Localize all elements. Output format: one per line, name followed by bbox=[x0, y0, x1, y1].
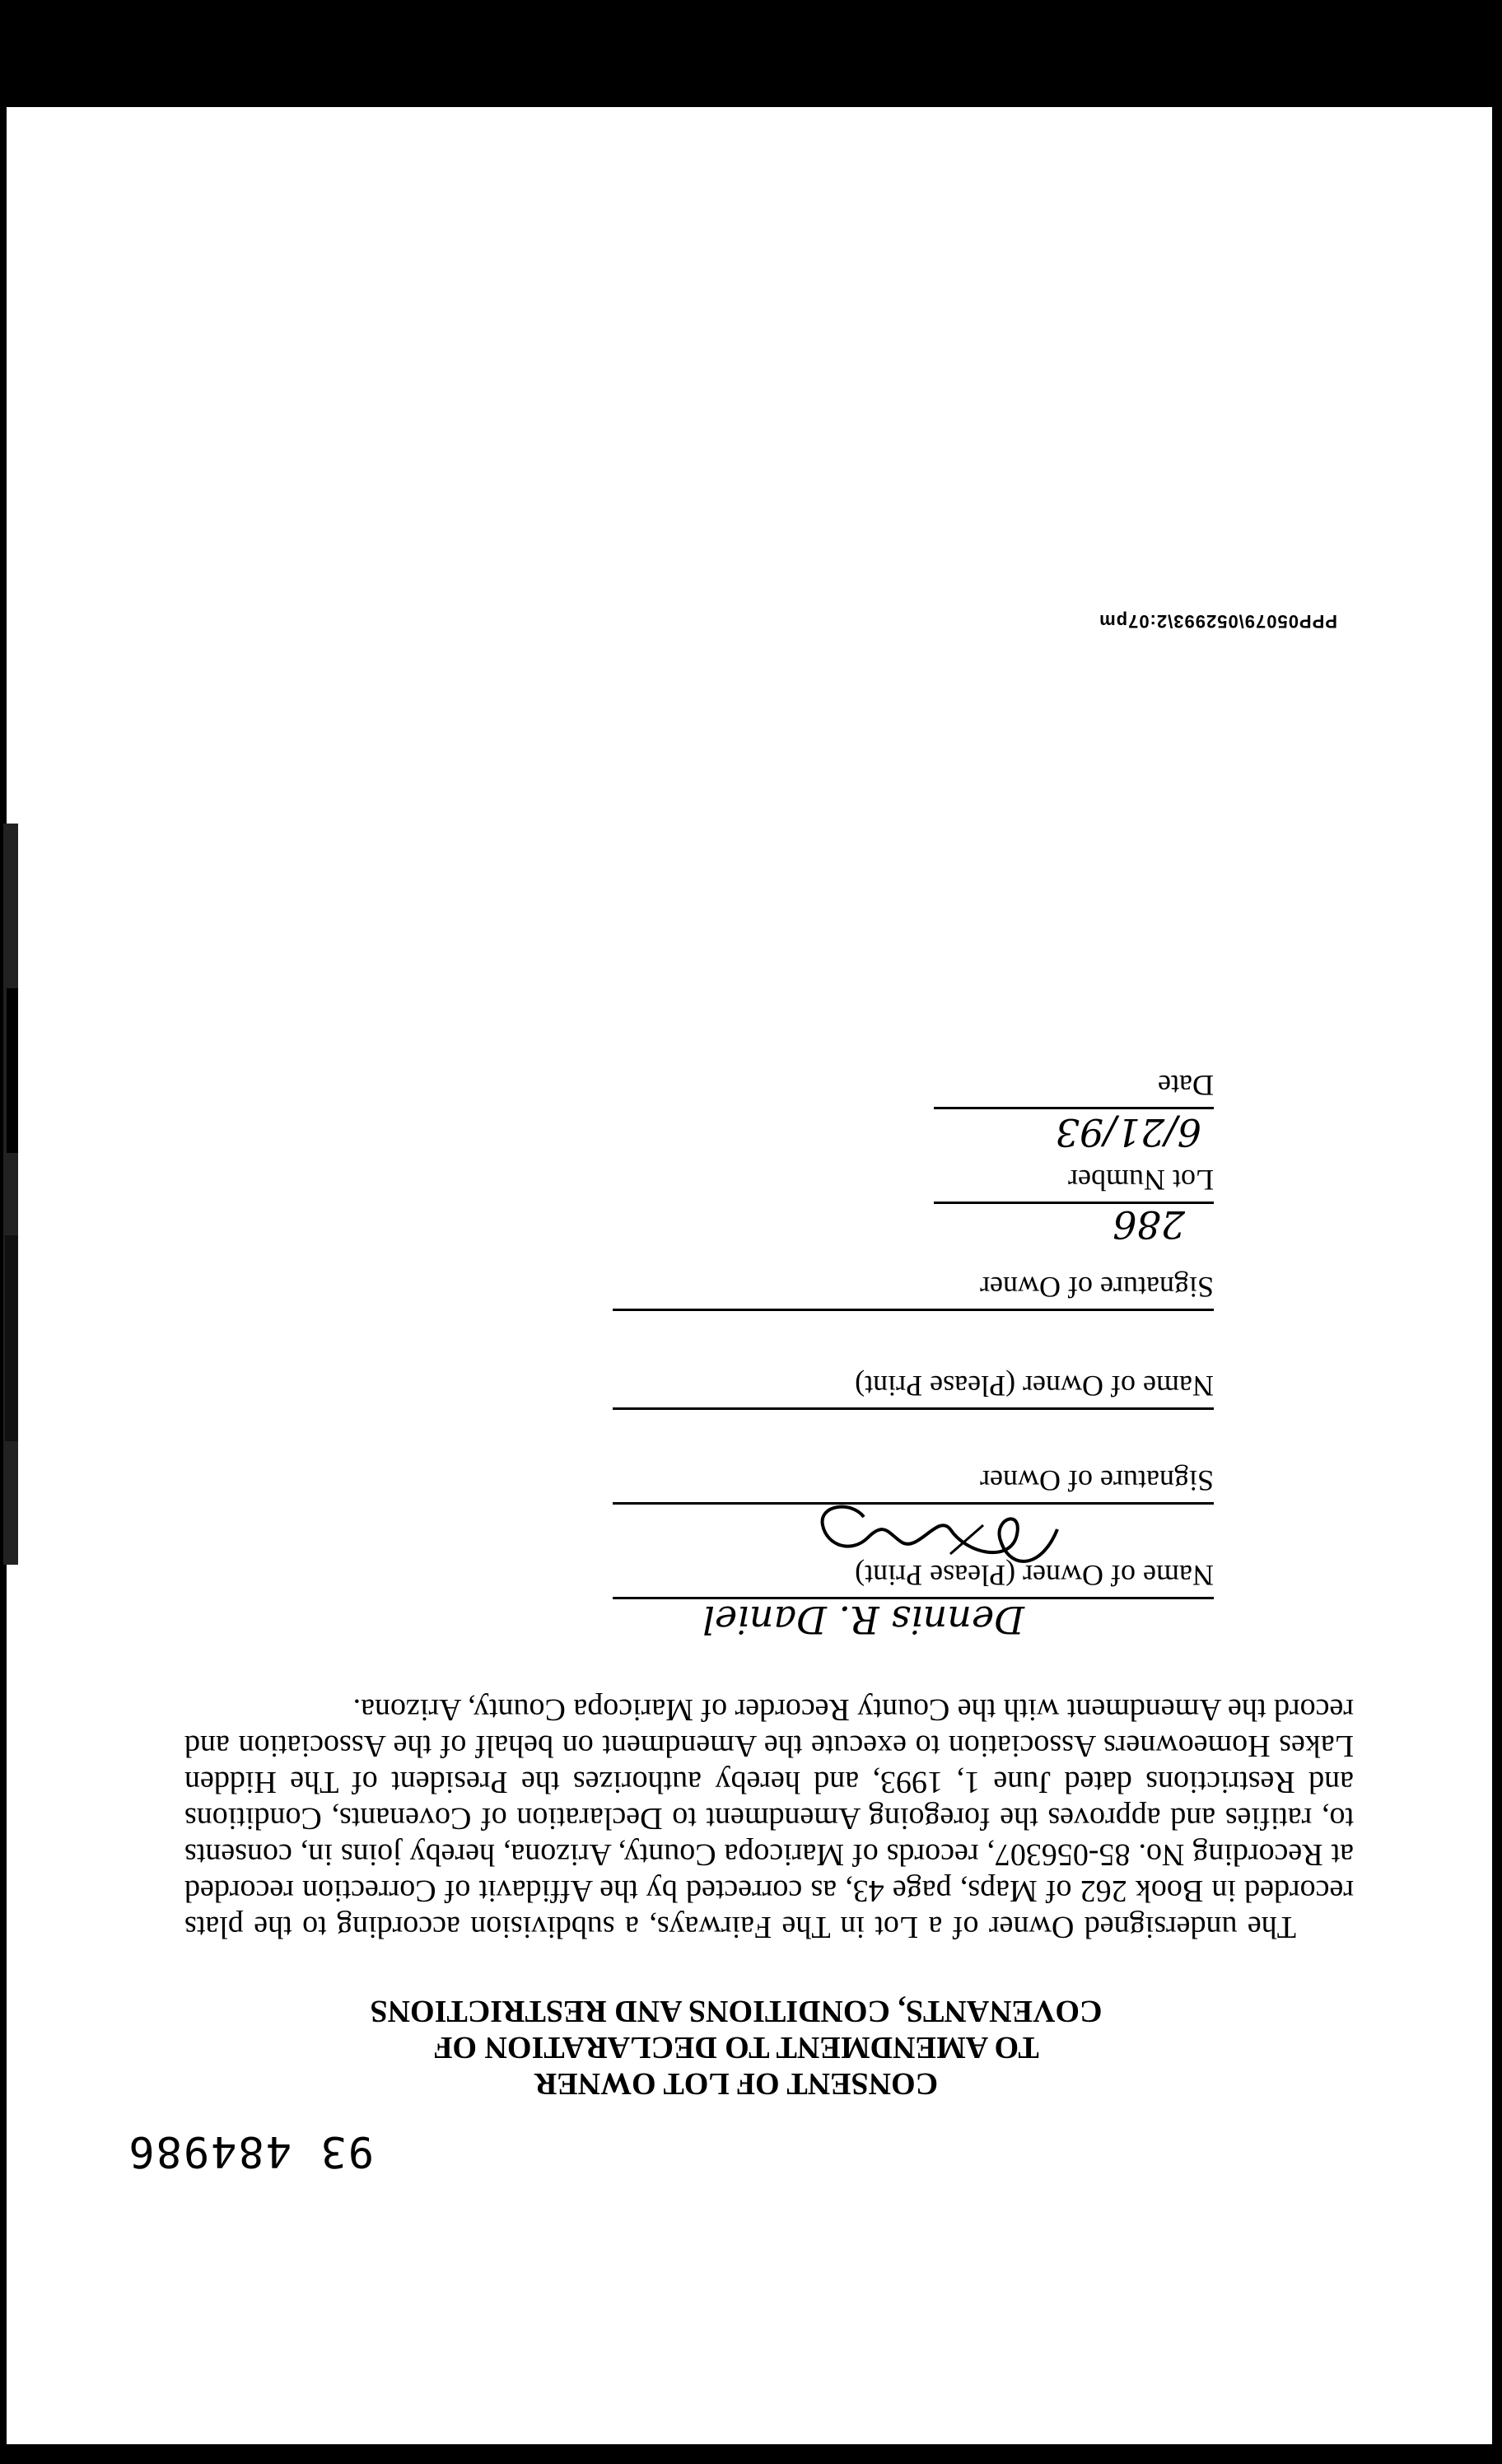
owner-signature-label: Signature of Owner bbox=[980, 1464, 1214, 1497]
consent-paragraph: The undersigned Owner of a Lot in The Fairways, a subdivision according to the plats recorded in Book 262 of Maps, page 43, as corrected by the Affidavit of Correction recorded at Recording No. 85-056307, records of Maricopa County, Arizona, hereby joins in, consents to, ratifies and approves the foregoing Amendment to Declaration of Covenants, Conditions and Restrictions dated June 1, 1993, and hereby authorizes the President of The Hidden Lakes Homeowners Association to execute the Amendment on behalf of the Association and record the Amendment with the County Recorder of Maricopa County, Arizona. bbox=[184, 1692, 1354, 1944]
lot-number-line bbox=[934, 1202, 1214, 1204]
owner-signature-image bbox=[810, 1492, 1074, 1587]
lot-number-label-text: Lot Number bbox=[1068, 1164, 1214, 1197]
owner2-name-line bbox=[613, 1407, 1214, 1410]
title-line: COVENANTS, CONDITIONS AND RESTRICTIONS bbox=[370, 1994, 1103, 2028]
owner-signature-line bbox=[613, 1502, 1214, 1505]
owner2-signature-label: Signature of Owner bbox=[980, 1271, 1214, 1304]
date-line bbox=[934, 1107, 1214, 1109]
title-line: CONSENT OF LOT OWNER bbox=[534, 2066, 939, 2101]
document-number: 93 484986 bbox=[127, 2126, 374, 2176]
owner2-signature-line bbox=[613, 1309, 1214, 1311]
document-file-code: PPP05079\052993\2:07pm bbox=[1099, 611, 1337, 632]
date-handwritten: 6/21/93 bbox=[1055, 1110, 1201, 1155]
owner-name-handwritten: Dennis R. Daniel bbox=[702, 1598, 1024, 1642]
owner2-name-label: Name of Owner (Please Print) bbox=[855, 1370, 1214, 1402]
date-label: Date bbox=[1158, 1069, 1214, 1102]
owner-name-line bbox=[613, 1597, 1214, 1599]
lot-number-handwritten: 286 bbox=[1113, 1202, 1185, 1247]
document-title bbox=[201, 1993, 1271, 2102]
title-line: TO AMENDMENT TO DECLARATION OF bbox=[433, 2030, 1039, 2065]
owner-name-label: Name of Owner (Please Print) bbox=[855, 1559, 1214, 1592]
